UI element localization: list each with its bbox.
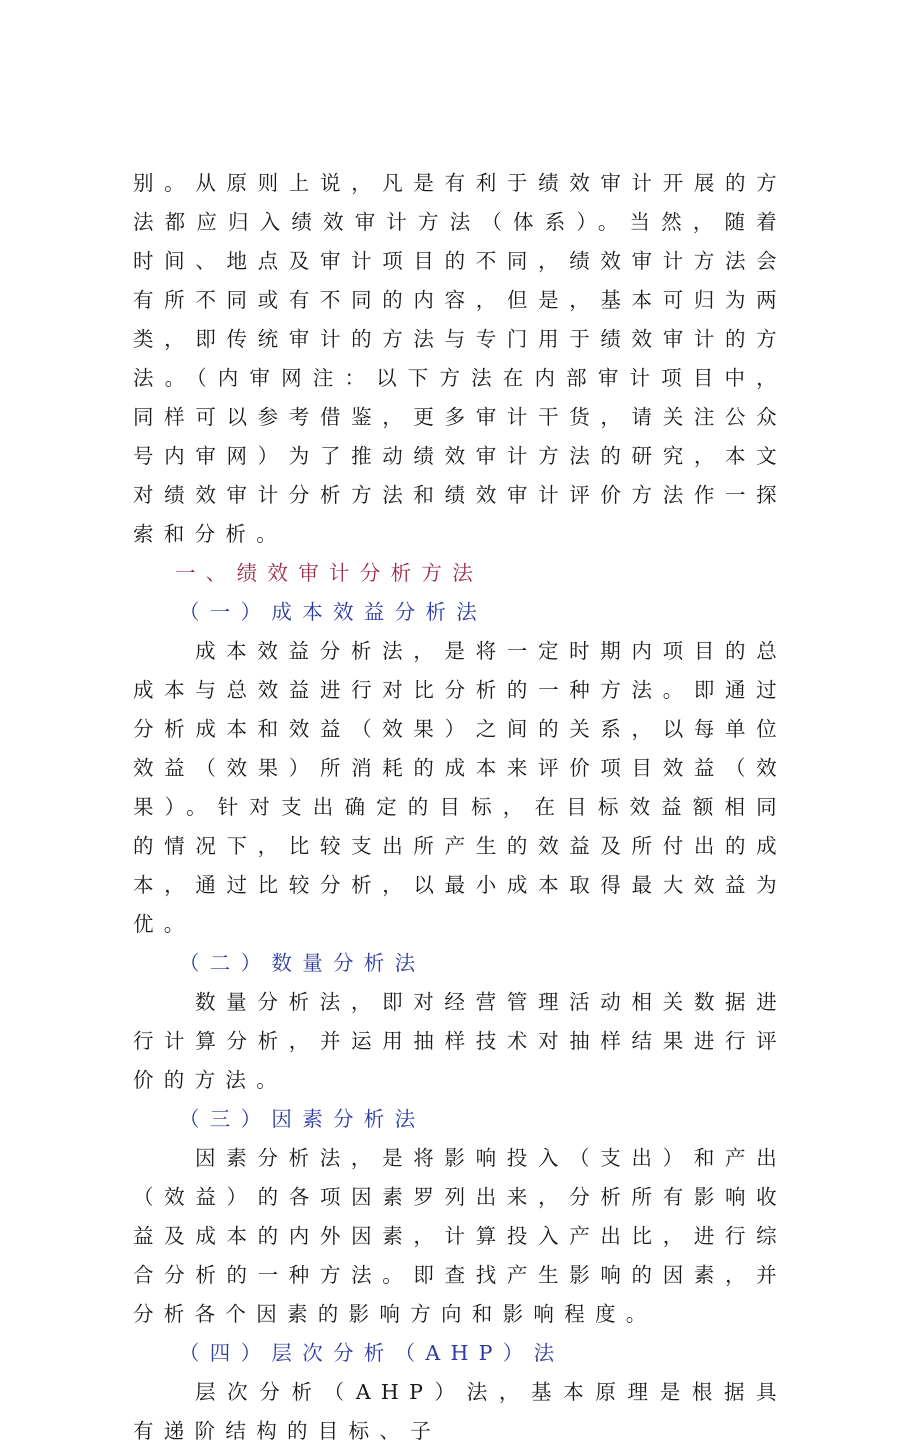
subheading-ahp: （四）层次分析（AHP）法: [179, 1341, 565, 1365]
subheading-cost-benefit: （一）成本效益分析法: [179, 600, 487, 624]
subheading-quantitative: （二）数量分析法: [179, 951, 426, 975]
document-page: [133, 164, 787, 1451]
quantitative-paragraph: 数量分析法，即对经营管理活动相关数据进行计算分析，并运用抽样技术对抽样结果进行评价的方法。: [133, 990, 787, 1092]
factor-analysis-paragraph: 因素分析法，是将影响投入（支出）和产出（效益）的各项因素罗列出来，分析所有影响收益及成本的内外因素，计算投入产出比，进行综合分析的一种方法。即查找产生影响的因素，并分析各个因素的影响方向和影响程度。: [133, 1146, 787, 1326]
intro-paragraph: 别。从原则上说，凡是有利于绩效审计开展的方法都应归入绩效审计方法（体系）。当然，随着时间、地点及审计项目的不同，绩效审计方法会有所不同或有不同的内容，但是，基本可归为两类，即传统审计的方法与专门用于绩效审计的方法。（内审网注：以下方法在内部审计项目中，同样可以参考借鉴，更多审计干货，请关注公众号内审网）为了推动绩效审计方法的研究，本文对绩效审计分析方法和绩效审计评价方法作一探索和分析。: [133, 171, 787, 546]
ahp-paragraph: 层次分析（AHP）法，基本原理是根据具有递阶结构的目标、子: [133, 1380, 787, 1443]
section-heading-analysis-methods: 一、绩效审计分析方法: [175, 561, 483, 585]
cost-benefit-paragraph: 成本效益分析法，是将一定时期内项目的总成本与总效益进行对比分析的一种方法。即通过分析成本和效益（效果）之间的关系，以每单位效益（效果）所消耗的成本来评价项目效益（效果）。针对支出确定的目标，在目标效益额相同的情况下，比较支出所产生的效益及所付出的成本，通过比较分析，以最小成本取得最大效益为优。: [133, 639, 787, 936]
subheading-factor-analysis: （三）因素分析法: [179, 1107, 426, 1131]
